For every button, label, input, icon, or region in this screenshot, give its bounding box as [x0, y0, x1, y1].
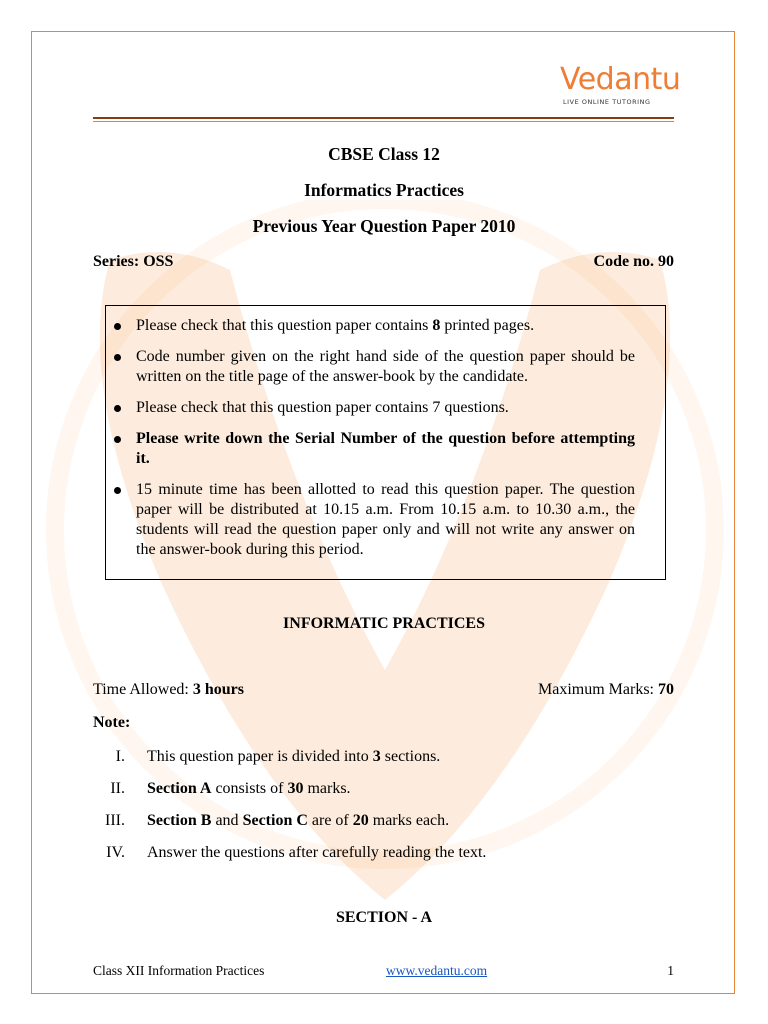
- note-text: [147, 811, 449, 831]
- section-a-heading: SECTION - A: [335, 909, 433, 926]
- note-plain-text: Answer the questions after carefully reading the text.: [147, 844, 487, 861]
- footer-left: Class XII Information Practices: [93, 963, 265, 978]
- note-plain-text: are of: [307, 812, 353, 829]
- note-text: [147, 843, 486, 863]
- bullet-icon: [114, 354, 121, 361]
- note-plain-text: This question paper is divided into: [147, 748, 373, 765]
- marks-value: 70: [658, 681, 674, 698]
- note-number: I.: [115, 748, 125, 765]
- title-line-3: Previous Year Question Paper 2010: [252, 216, 516, 236]
- note-number: III.: [105, 812, 125, 829]
- time-allowed: [93, 680, 244, 700]
- instruction-text: Code number given on the right hand side of the question paper should be written on the title page of the answer-book by the candidate.: [136, 348, 635, 385]
- marks-label: Maximum Marks:: [538, 681, 658, 698]
- logo-tagline: LIVE ONLINE TUTORING: [563, 98, 651, 106]
- note-plain-text: consists of: [211, 780, 288, 797]
- note-text: [147, 747, 440, 767]
- instruction-text: Please check that this question paper contains 7 questions.: [136, 399, 509, 416]
- page-number: 1: [667, 963, 674, 978]
- series-label: Series: OSS: [93, 253, 174, 270]
- bullet-icon: [114, 487, 121, 494]
- maximum-marks: [538, 680, 674, 700]
- code-label: Code no. 90: [593, 253, 674, 270]
- instructions-list: [106, 316, 667, 571]
- instruction-text: printed pages.: [440, 317, 535, 334]
- instruction-item: [106, 347, 667, 387]
- time-value: 3 hours: [192, 681, 244, 698]
- instruction-bold-text: 8: [432, 317, 441, 334]
- header-rule: [93, 117, 674, 119]
- note-bold-text: 30: [287, 780, 304, 797]
- instruction-item: [106, 398, 667, 418]
- footer-link[interactable]: www.vedantu.com: [386, 963, 488, 978]
- note-bold-text: Section A: [147, 780, 212, 797]
- note-plain-text: sections.: [380, 748, 441, 765]
- note-label: Note:: [93, 714, 131, 731]
- note-number: II.: [110, 780, 125, 797]
- title-line-2: Informatics Practices: [304, 180, 464, 200]
- note-plain-text: marks.: [303, 780, 351, 797]
- instruction-text: Please check that this question paper contains: [136, 317, 433, 334]
- bullet-icon: [114, 436, 121, 443]
- time-label: Time Allowed:: [93, 681, 193, 698]
- section-heading: INFORMATIC PRACTICES: [283, 615, 485, 632]
- instruction-text: 15 minute time has been allotted to read this question paper. The question paper will be distributed at 10.15 a.m. From 10.15 a.m. to 10.30 a.m., the students will read the question paper only and will not write any answer on the answer-book during this period.: [136, 481, 635, 558]
- instruction-bold-text: Please write down the Serial Number of the question before attempting it.: [136, 430, 635, 467]
- instruction-item: [106, 316, 667, 336]
- instruction-item: [106, 429, 667, 469]
- note-bold-text: Section B: [147, 812, 212, 829]
- header-rule-thin: [93, 121, 674, 122]
- instruction-item: [106, 480, 667, 560]
- title-line-1: CBSE Class 12: [328, 144, 440, 164]
- note-bold-text: 3: [372, 748, 381, 765]
- note-number: IV.: [106, 844, 125, 861]
- bullet-icon: [114, 323, 121, 330]
- vedantu-logo: [560, 62, 680, 110]
- note-plain-text: and: [211, 812, 243, 829]
- note-text: [147, 779, 351, 799]
- bullet-icon: [114, 405, 121, 412]
- logo-wordmark: Vedantu: [560, 62, 681, 97]
- note-bold-text: 20: [352, 812, 369, 829]
- instructions-box: [105, 305, 666, 580]
- note-plain-text: marks each.: [368, 812, 450, 829]
- note-bold-text: Section C: [242, 812, 308, 829]
